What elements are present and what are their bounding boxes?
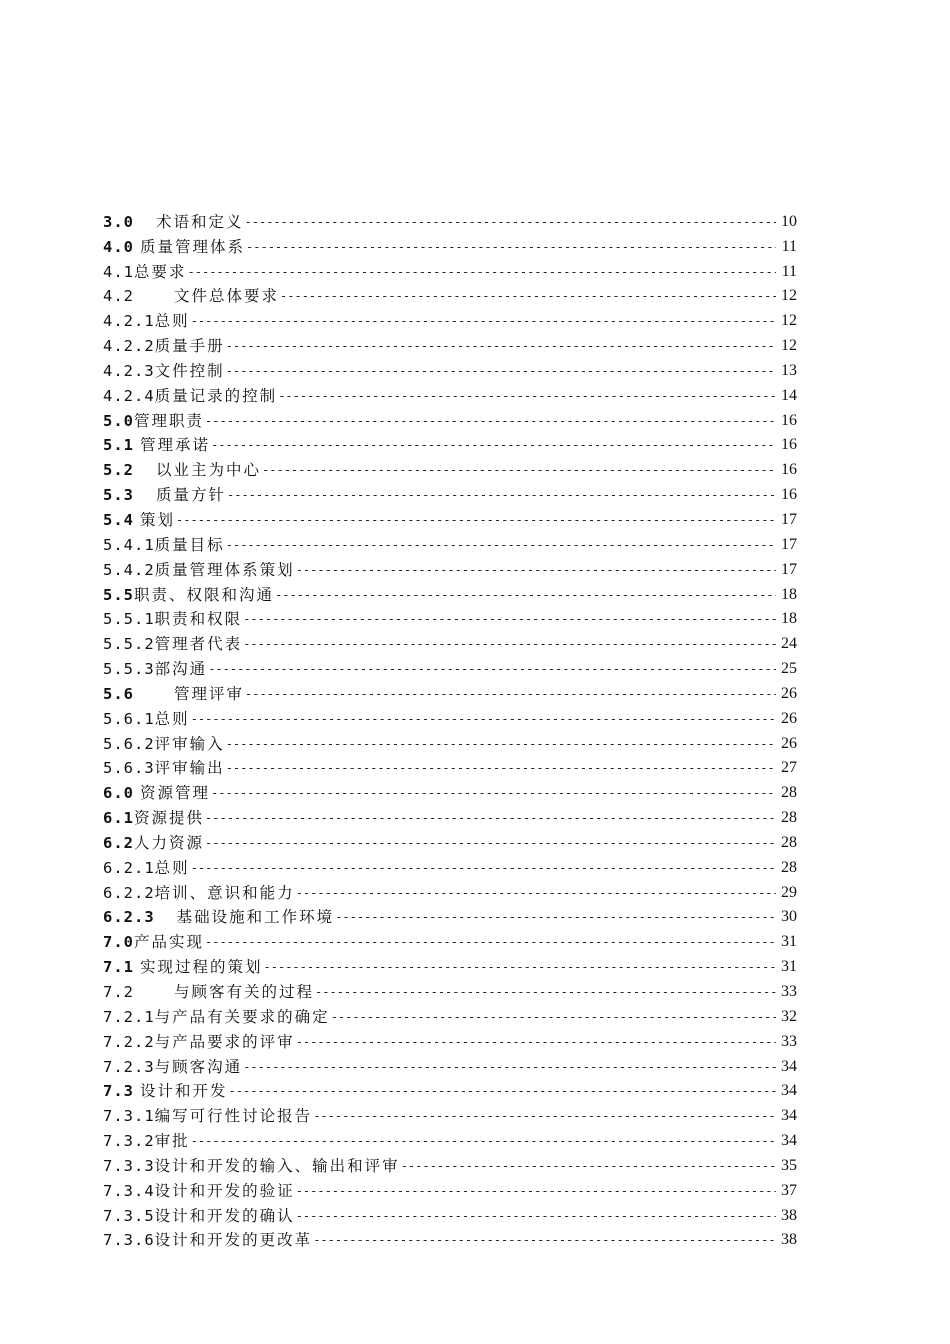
toc-entry-page-number: 16	[781, 461, 797, 479]
toc-entry-title: 职责、权限和沟通	[134, 585, 275, 604]
toc-entry-page-number: 14	[781, 386, 797, 404]
toc-entry-page-number: 16	[781, 436, 797, 454]
toc-leader-dashes	[264, 957, 776, 977]
toc-entry-number: 7.3.2	[103, 1132, 155, 1151]
toc-entry-page-number: 34	[781, 1082, 797, 1100]
toc-leader-dashes	[313, 1230, 776, 1250]
toc-entry-title: 管理者代表	[154, 635, 243, 654]
toc-entry-title: 人力资源	[134, 833, 205, 852]
toc-entry[interactable]	[103, 455, 797, 480]
toc-entry-page-number: 31	[781, 933, 797, 951]
toc-entry-number: 3.0	[103, 212, 134, 231]
toc-leader-dashes	[313, 1106, 776, 1126]
toc-leader-dashes	[208, 659, 776, 679]
toc-entry-number: 5.3	[103, 486, 134, 505]
toc-entry-page-number: 28	[781, 809, 797, 827]
toc-entry-title: 质量记录的控制	[154, 386, 278, 405]
toc-entry[interactable]	[103, 654, 797, 679]
toc-entry-title: 管理承诺	[140, 436, 211, 455]
toc-entry-number: 7.3.1	[103, 1107, 155, 1126]
toc-entry-page-number: 28	[781, 833, 797, 851]
toc-entry-number: 7.2.3	[103, 1057, 155, 1076]
toc-entry[interactable]	[103, 406, 797, 431]
toc-entry[interactable]	[103, 679, 797, 704]
toc-entry-title: 策划	[140, 510, 176, 529]
toc-leader-dashes	[280, 286, 776, 306]
toc-entry[interactable]	[103, 605, 797, 630]
toc-entry-page-number: 25	[781, 660, 797, 678]
toc-leader-dashes	[205, 411, 776, 431]
toc-entry-page-number: 38	[781, 1206, 797, 1224]
toc-entry-page-number: 16	[781, 486, 797, 504]
toc-leader-dashes	[296, 1206, 776, 1226]
toc-leader-dashes	[188, 262, 776, 282]
toc-entry-page-number: 10	[781, 212, 797, 230]
toc-leader-dashes	[262, 460, 776, 480]
toc-entry-number: 6.0	[103, 784, 134, 803]
toc-entry[interactable]	[103, 480, 797, 505]
toc-leader-dashes	[191, 311, 776, 331]
toc-leader-dashes	[245, 684, 776, 704]
toc-entry-title: 审批	[154, 1132, 190, 1151]
toc-entry-page-number: 30	[781, 908, 797, 926]
toc-entry-number: 6.2.3	[103, 908, 155, 927]
toc-entry-number: 5.4.1	[103, 535, 155, 554]
toc-entry-page-number: 13	[781, 361, 797, 379]
toc-entry-title: 产品实现	[134, 933, 205, 952]
toc-entry[interactable]	[103, 704, 797, 729]
toc-entry-number: 5.5	[103, 585, 134, 604]
toc-leader-dashes	[245, 212, 776, 232]
table-of-contents	[103, 207, 797, 1250]
toc-entry-number: 5.2	[103, 461, 134, 480]
toc-entry-page-number: 34	[781, 1132, 797, 1150]
toc-entry-title: 资源管理	[140, 784, 211, 803]
toc-entry-title: 术语和定义	[156, 212, 244, 231]
toc-entry-number: 4.1	[103, 262, 134, 281]
toc-entry[interactable]	[103, 505, 797, 530]
toc-entry-number: 5.6.2	[103, 734, 155, 753]
toc-entry[interactable]	[103, 903, 797, 928]
toc-entry-number: 6.2.1	[103, 858, 155, 877]
toc-leader-dashes	[226, 361, 776, 381]
toc-leader-dashes	[205, 808, 776, 828]
toc-entry[interactable]	[103, 580, 797, 605]
toc-entry[interactable]	[103, 853, 797, 878]
toc-entry-number: 7.2.1	[103, 1007, 155, 1026]
toc-entry-page-number: 28	[781, 858, 797, 876]
toc-entry[interactable]	[103, 232, 797, 257]
toc-entry-title: 总则	[154, 312, 190, 331]
toc-entry[interactable]	[103, 977, 797, 1002]
toc-entry-page-number: 12	[781, 287, 797, 305]
toc-entry-title: 总则	[154, 709, 190, 728]
toc-entry-title: 设计和开发	[140, 1082, 228, 1101]
toc-entry-title: 总则	[154, 858, 190, 877]
toc-entry-number: 7.2	[103, 983, 134, 1001]
toc-entry-title: 基础设施和工作环境	[176, 908, 335, 927]
toc-entry-number: 4.2.3	[103, 361, 155, 380]
toc-leader-dashes	[226, 734, 776, 754]
toc-leader-dashes	[226, 336, 776, 356]
toc-entry-title: 设计和开发的输入、输出和评审	[154, 1156, 400, 1175]
toc-entry-page-number: 26	[781, 734, 797, 752]
toc-entry-title: 与产品要求的评审	[154, 1032, 295, 1051]
toc-entry[interactable]	[103, 431, 797, 456]
toc-entry-page-number: 24	[781, 635, 797, 653]
toc-entry[interactable]	[103, 282, 797, 307]
toc-leader-dashes	[227, 485, 776, 505]
toc-entry-title: 管理职责	[134, 411, 205, 430]
toc-entry[interactable]	[103, 754, 797, 779]
toc-leader-dashes	[191, 1131, 776, 1151]
toc-entry-page-number: 34	[781, 1057, 797, 1075]
toc-entry-title: 文件控制	[154, 361, 225, 380]
toc-entry-page-number: 12	[781, 312, 797, 330]
toc-entry-title: 与顾客沟通	[154, 1057, 243, 1076]
toc-entry-number: 4.2	[103, 287, 134, 306]
toc-entry-title: 资源提供	[134, 809, 205, 828]
toc-entry-title: 评审输出	[154, 759, 225, 778]
toc-entry-page-number: 17	[781, 560, 797, 578]
toc-entry-page-number: 16	[781, 411, 797, 429]
toc-leader-dashes	[335, 907, 776, 927]
toc-entry-number: 6.1	[103, 809, 134, 828]
toc-entry[interactable]	[103, 1126, 797, 1151]
toc-entry-title: 部沟通	[154, 660, 208, 679]
toc-entry[interactable]	[103, 306, 797, 331]
toc-leader-dashes	[226, 535, 776, 555]
toc-leader-dashes	[205, 833, 776, 853]
toc-entry-number: 6.2.2	[103, 883, 155, 902]
toc-entry-number: 4.0	[103, 237, 134, 256]
toc-entry-title: 评审输入	[154, 734, 225, 753]
toc-entry-number: 5.5.3	[103, 660, 155, 679]
toc-entry-page-number: 18	[781, 585, 797, 603]
toc-entry[interactable]	[103, 257, 797, 282]
toc-entry-page-number: 37	[781, 1181, 797, 1199]
toc-leader-dashes	[296, 1181, 776, 1201]
toc-entry[interactable]	[103, 828, 797, 853]
toc-entry[interactable]	[103, 1101, 797, 1126]
toc-entry-number: 7.3.5	[103, 1206, 155, 1225]
toc-entry-title: 设计和开发的确认	[154, 1206, 295, 1225]
toc-leader-dashes	[246, 237, 776, 257]
toc-leader-dashes	[315, 982, 776, 1002]
toc-entry-title: 质量目标	[154, 535, 225, 554]
toc-entry-title: 总要求	[134, 262, 187, 281]
toc-leader-dashes	[191, 709, 776, 729]
toc-entry-title: 文件总体要求	[174, 287, 280, 306]
toc-entry-number: 5.6.3	[103, 759, 155, 778]
toc-leader-dashes	[243, 634, 776, 654]
toc-entry-page-number: 12	[781, 337, 797, 355]
toc-entry-title: 编写可行性讨论报告	[154, 1107, 313, 1126]
toc-entry-page-number: 11	[781, 237, 797, 255]
toc-entry-page-number: 28	[781, 784, 797, 802]
toc-entry-number: 7.0	[103, 933, 134, 952]
toc-entry[interactable]	[103, 927, 797, 952]
toc-entry[interactable]	[103, 803, 797, 828]
toc-leader-dashes	[229, 1081, 776, 1101]
toc-entry-title: 管理评审	[174, 684, 245, 703]
toc-entry[interactable]	[103, 1176, 797, 1201]
toc-entry-page-number: 31	[781, 958, 797, 976]
toc-entry-page-number: 11	[781, 262, 797, 280]
toc-entry-number: 5.4	[103, 510, 134, 529]
toc-entry[interactable]	[103, 530, 797, 555]
toc-entry-page-number: 33	[781, 1032, 797, 1050]
toc-entry-number: 5.1	[103, 436, 134, 455]
toc-entry[interactable]	[103, 1151, 797, 1176]
toc-entry[interactable]	[103, 1201, 797, 1226]
toc-entry-title: 质量管理体系策划	[154, 560, 295, 579]
toc-entry-title: 实现过程的策划	[140, 958, 263, 977]
toc-entry[interactable]	[103, 778, 797, 803]
toc-leader-dashes	[243, 609, 776, 629]
toc-entry[interactable]	[103, 1077, 797, 1102]
toc-leader-dashes	[226, 758, 776, 778]
toc-entry-page-number: 35	[781, 1156, 797, 1174]
toc-entry-number: 5.6	[103, 684, 134, 703]
toc-entry-title: 以业主为中心	[156, 461, 262, 480]
toc-entry-page-number: 34	[781, 1107, 797, 1125]
toc-entry[interactable]	[103, 729, 797, 754]
toc-entry-number: 4.2.1	[103, 312, 155, 331]
toc-entry-page-number: 17	[781, 510, 797, 528]
toc-entry-title: 设计和开发的验证	[154, 1181, 295, 1200]
toc-entry[interactable]	[103, 629, 797, 654]
toc-leader-dashes	[296, 1032, 776, 1052]
toc-entry-number: 7.3.4	[103, 1181, 155, 1200]
toc-leader-dashes	[211, 783, 776, 803]
toc-leader-dashes	[275, 585, 776, 605]
toc-entry[interactable]	[103, 331, 797, 356]
toc-entry[interactable]	[103, 555, 797, 580]
toc-entry[interactable]	[103, 1226, 797, 1251]
toc-entry-title: 质量管理体系	[140, 237, 246, 256]
toc-leader-dashes	[278, 386, 776, 406]
toc-entry[interactable]	[103, 356, 797, 381]
toc-entry-number: 5.0	[103, 411, 134, 430]
toc-leader-dashes	[296, 883, 776, 903]
toc-entry-title: 职责和权限	[154, 610, 243, 629]
toc-entry[interactable]	[103, 878, 797, 903]
toc-entry-page-number: 29	[781, 883, 797, 901]
toc-entry[interactable]	[103, 1002, 797, 1027]
toc-entry-page-number: 32	[781, 1007, 797, 1025]
toc-entry-number: 4.2.4	[103, 386, 155, 405]
toc-entry-page-number: 18	[781, 610, 797, 628]
toc-entry-title: 质量方针	[156, 486, 227, 505]
toc-entry-title: 设计和开发的更改革	[154, 1231, 313, 1250]
toc-leader-dashes	[176, 510, 776, 530]
toc-entry-number: 7.2.2	[103, 1032, 155, 1051]
toc-entry-page-number: 26	[781, 684, 797, 702]
toc-entry-number: 5.4.2	[103, 560, 155, 579]
toc-entry[interactable]	[103, 381, 797, 406]
toc-leader-dashes	[331, 1007, 776, 1027]
toc-entry-title: 质量手册	[154, 337, 225, 356]
toc-entry-page-number: 38	[781, 1231, 797, 1249]
toc-entry[interactable]	[103, 1052, 797, 1077]
toc-entry-number: 6.2	[103, 833, 134, 852]
toc-entry-title: 与产品有关要求的确定	[154, 1007, 330, 1026]
toc-entry[interactable]	[103, 207, 797, 232]
toc-entry-number: 4.2.2	[103, 337, 155, 356]
toc-entry[interactable]	[103, 952, 797, 977]
toc-entry-number: 5.5.2	[103, 635, 155, 654]
toc-entry[interactable]	[103, 1027, 797, 1052]
toc-entry-number: 5.6.1	[103, 709, 155, 728]
toc-leader-dashes	[211, 435, 776, 455]
toc-leader-dashes	[205, 932, 776, 952]
toc-entry-number: 7.3	[103, 1082, 134, 1101]
toc-entry-title: 与顾客有关的过程	[174, 983, 315, 1001]
toc-leader-dashes	[296, 560, 776, 580]
toc-entry-page-number: 27	[781, 759, 797, 777]
toc-entry-page-number: 33	[781, 983, 797, 1000]
toc-entry-number: 7.3.6	[103, 1231, 155, 1250]
toc-leader-dashes	[243, 1057, 776, 1077]
toc-entry-number: 7.1	[103, 958, 134, 977]
toc-leader-dashes	[191, 858, 776, 878]
toc-entry-page-number: 17	[781, 535, 797, 553]
toc-entry-number: 5.5.1	[103, 610, 155, 629]
toc-leader-dashes	[401, 1156, 776, 1176]
toc-entry-title: 培训、意识和能力	[154, 883, 295, 902]
toc-entry-number: 7.3.3	[103, 1156, 155, 1175]
toc-entry-page-number: 26	[781, 709, 797, 727]
